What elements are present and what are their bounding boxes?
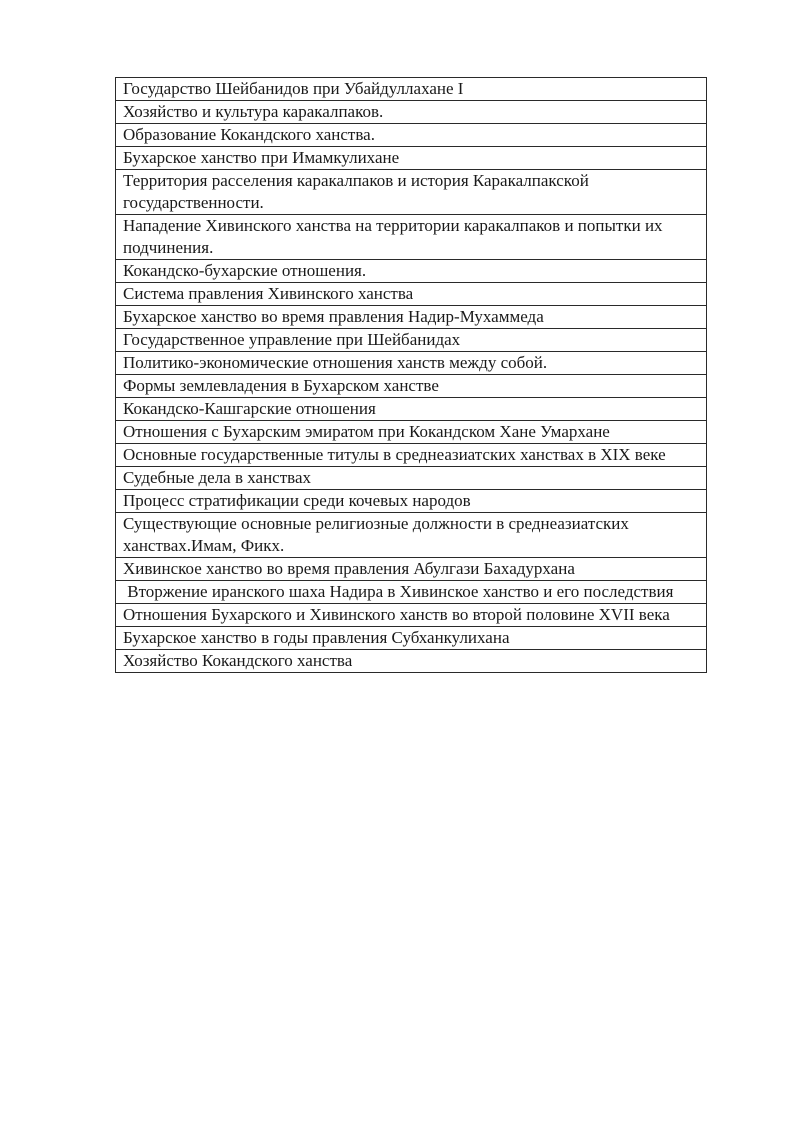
table-row [116,147,707,170]
table-row [116,581,707,604]
table-row [116,124,707,147]
topic-cell: Судебные дела в ханствах [116,467,707,490]
table-row [116,398,707,421]
topic-cell: Хивинское ханство во время правления Абулгази Бахадурхана [116,558,707,581]
topics-table [115,77,707,673]
table-row [116,352,707,375]
topic-cell: Хозяйство Кокандского ханства [116,650,707,673]
topic-cell: Отношения Бухарского и Хивинского ханств во второй половине XVII века [116,604,707,627]
table-row [116,604,707,627]
topic-cell: Кокандско-бухарские отношения. [116,260,707,283]
table-row [116,444,707,467]
table-row [116,260,707,283]
topic-cell: Вторжение иранского шаха Надира в Хивинское ханство и его последствия [116,581,707,604]
topic-cell: Образование Кокандского ханства. [116,124,707,147]
topic-cell: Хозяйство и культура каракалпаков. [116,101,707,124]
table-row [116,650,707,673]
table-row [116,627,707,650]
table-row [116,306,707,329]
table-row [116,513,707,558]
table-row [116,421,707,444]
table-row [116,170,707,215]
topic-cell: Бухарское ханство при Имамкулихане [116,147,707,170]
table-row [116,283,707,306]
topic-cell: Политико-экономические отношения ханств между собой. [116,352,707,375]
table-row [116,558,707,581]
topic-cell: Существующие основные религиозные должности в среднеазиатских ханствах.Имам, Фикх. [116,513,707,558]
topic-cell: Система правления Хивинского ханства [116,283,707,306]
table-row [116,375,707,398]
topic-cell: Кокандско-Кашгарские отношения [116,398,707,421]
topic-cell: Формы землевладения в Бухарском ханстве [116,375,707,398]
topic-cell: Территория расселения каракалпаков и история Каракалпакской государственности. [116,170,707,215]
topic-cell: Нападение Хивинского ханства на территории каракалпаков и попытки их подчинения. [116,215,707,260]
table-row [116,101,707,124]
topic-cell: Государственное управление при Шейбанидах [116,329,707,352]
topic-cell: Основные государственные титулы в среднеазиатских ханствах в XIX веке [116,444,707,467]
topic-cell: Государство Шейбанидов при Убайдуллахане I [116,78,707,101]
table-row [116,467,707,490]
table-row [116,215,707,260]
table-row [116,490,707,513]
table-row [116,329,707,352]
topic-cell: Бухарское ханство во время правления Надир-Мухаммеда [116,306,707,329]
topic-cell: Бухарское ханство в годы правления Субханкулихана [116,627,707,650]
topic-cell: Процесс стратификации среди кочевых народов [116,490,707,513]
table-row [116,78,707,101]
topic-cell: Отношения с Бухарским эмиратом при Кокандском Хане Умархане [116,421,707,444]
